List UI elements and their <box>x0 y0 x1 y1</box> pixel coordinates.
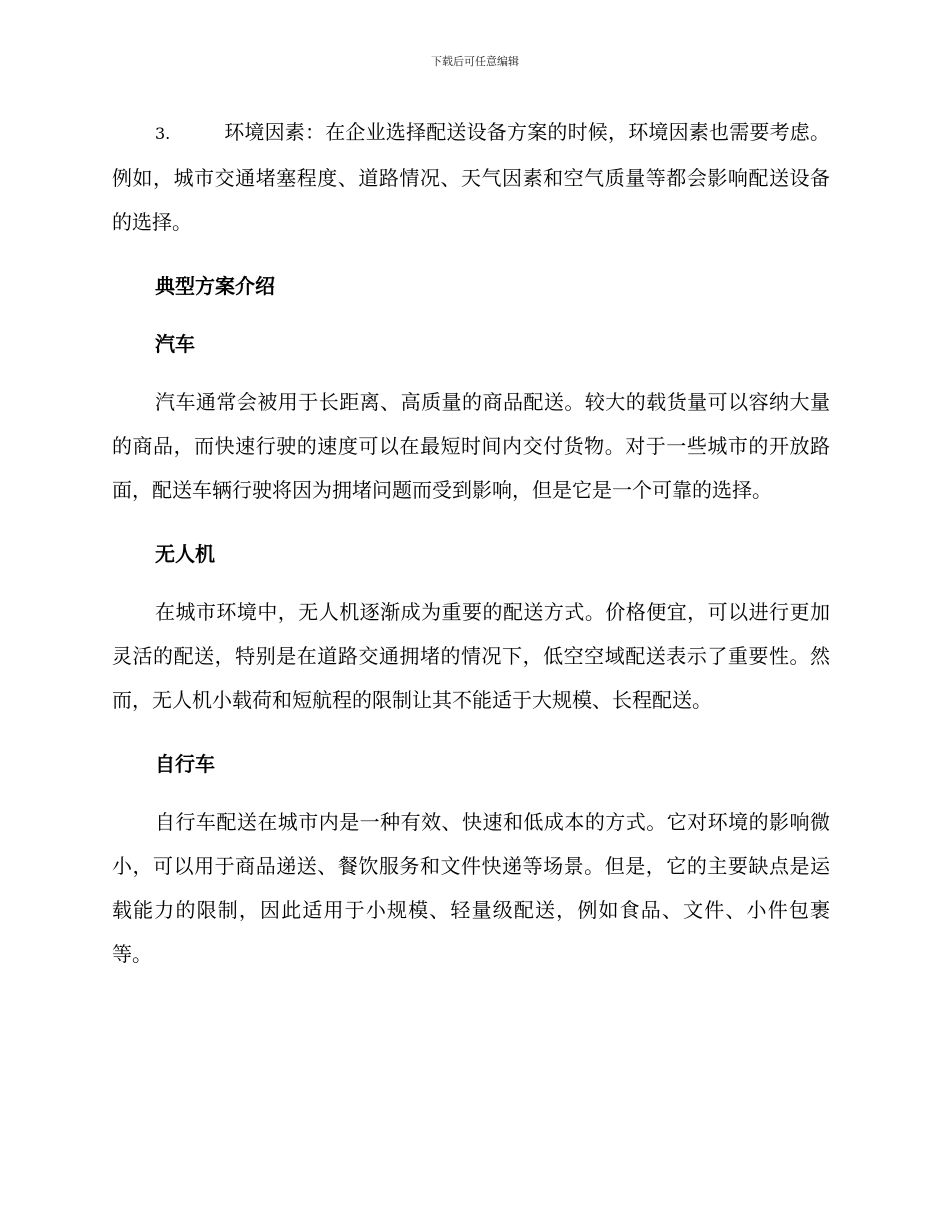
list-number: 3. <box>155 124 171 143</box>
document-body <box>112 110 830 996</box>
paragraph-bicycle: 自行车配送在城市内是一种有效、快速和低成本的方式。它对环境的影响微小，可以用于商品递送、餐饮服务和文件快递等场景。但是，它的主要缺点是运载能力的限制，因此适用于小规模、轻量级配送，例如食品、文件、小件包裹等。 <box>112 810 830 966</box>
paragraph-drone: 在城市环境中，无人机逐渐成为重要的配送方式。价格便宜，可以进行更加灵活的配送，特别是在道路交通拥堵的情况下，低空空域配送表示了重要性。然而，无人机小载荷和短航程的限制让其不能适于大规模、长程配送。 <box>112 600 830 712</box>
paragraph-environment-factors <box>112 110 830 244</box>
heading-bicycle: 自行车 <box>155 752 215 776</box>
paragraph-text: 环境因素：在企业选择配送设备方案的时候，环境因素也需要考虑。例如，城市交通堵塞程度、道路情况、天气因素和空气质量等都会影响配送设备的选择。 <box>112 120 830 234</box>
heading-car: 汽车 <box>155 332 195 356</box>
heading-typical-solutions: 典型方案介绍 <box>155 274 275 298</box>
heading-drone: 无人机 <box>155 542 215 566</box>
paragraph-car: 汽车通常会被用于长距离、高质量的商品配送。较大的载货量可以容纳大量的商品，而快速行驶的速度可以在最短时间内交付货物。对于一些城市的开放路面，配送车辆行驶将因为拥堵问题而受到影响，但是它是一个可靠的选择。 <box>112 390 830 502</box>
page-header: 下载后可任意编辑 <box>431 55 519 68</box>
